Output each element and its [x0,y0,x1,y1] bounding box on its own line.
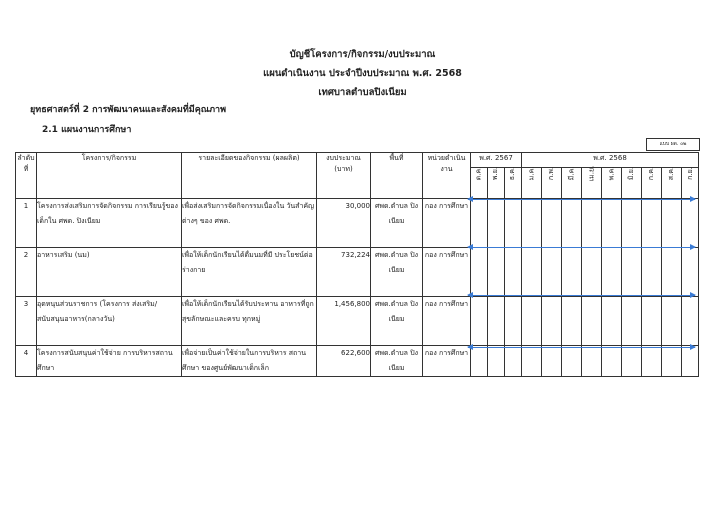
header-area: พื้นที่ [371,153,423,199]
month-header: พ.ย. [488,168,505,199]
row-area: ศพด.ตำบล ปิงเนียม [371,346,423,377]
month-header: ก.ค. [642,168,662,199]
row-no: 1 [16,199,37,248]
row-details: เพื่อให้เด็กนักเรียนได้รับประทาน อาหารที่ถูกสุขลักษณะและครบ ทุกหมู่ [182,297,317,346]
row-project: โครงการสนับสนุนค่าใช้จ่าย การบริหารสถานศึกษา [37,346,182,377]
header-budget: งบประมาณ (บาท) [317,153,371,199]
month-header: มี.ค. [562,168,582,199]
row-no: 3 [16,297,37,346]
row-details: เพื่อส่งเสริมการจัดกิจกรรมเนื่องใน วันสำคัญต่างๆ ของ ศพด. [182,199,317,248]
row-details: เพื่อให้เด็กนักเรียนได้ดื่มนมที่มี ประโยชน์ต่อร่างกาย [182,248,317,297]
row-project: อุดหนุนส่วนราชการ (โครงการ ส่งเสริม/สนับสนุนอาหาร(กลางวัน) [37,297,182,346]
table-row [16,199,699,248]
org-name: เทศบาลตำบลปิงเนียม [318,87,407,98]
form-code-box: แบบ ผด. ๐๒ [646,138,700,151]
month-header: ต.ค. [471,168,488,199]
header-year-2567: พ.ศ. 2567 [471,153,522,168]
timeline-arrow [468,199,695,200]
row-unit: กอง การศึกษา [423,346,471,377]
header-unit: หน่วยดำเนินงาน [423,153,471,199]
header-details: รายละเอียดของกิจกรรม (ผลผลิต) [182,153,317,199]
row-no: 4 [16,346,37,377]
timeline-arrow [468,247,695,248]
row-area: ศพด.ตำบล ปิงเนียม [371,248,423,297]
doc-subtitle: แผนดำเนินงาน ประจำปีงบประมาณ พ.ศ. 2568 [263,68,462,79]
month-header: ก.ย. [682,168,699,199]
table-row [16,346,699,377]
strategy-heading: ยุทธศาสตร์ที่ 2 การพัฒนาคนและสังคมที่มีคุณภาพ [30,105,227,115]
row-unit: กอง การศึกษา [423,199,471,248]
row-unit: กอง การศึกษา [423,297,471,346]
project-table [15,152,699,377]
row-details: เพื่อจ่ายเป็นค่าใช้จ่ายในการบริหาร สถานศึกษา ของศูนย์พัฒนาเด็กเล็ก [182,346,317,377]
month-header: ก.พ. [542,168,562,199]
row-budget: 1,456,800 [317,297,371,346]
row-no: 2 [16,248,37,297]
row-area: ศพด.ตำบล ปิงเนียม [371,297,423,346]
row-budget: 732,224 [317,248,371,297]
row-unit: กอง การศึกษา [423,248,471,297]
table-row [16,297,699,346]
row-area: ศพด.ตำบล ปิงเนียม [371,199,423,248]
header-no: ลำดับที่ [16,153,37,199]
doc-title: บัญชีโครงการ/กิจกรรม/งบประมาณ [289,49,436,60]
timeline-arrow [468,347,695,348]
row-project: อาหารเสริม (นม) [37,248,182,297]
month-header: ธ.ค. [505,168,522,199]
row-budget: 622,600 [317,346,371,377]
month-header: ส.ค. [662,168,682,199]
month-header: เม.ย. [582,168,602,199]
plan-heading: 2.1 แผนงานการศึกษา [42,125,132,135]
header-project: โครงการ/กิจกรรม [37,153,182,199]
row-project: โครงการส่งเสริมการจัดกิจกรรม การเรียนรู้ของเด็กใน ศพด. ปิงเนียม [37,199,182,248]
month-header: มิ.ย. [622,168,642,199]
month-header: ม.ค. [522,168,542,199]
table-row [16,248,699,297]
month-header: พ.ค. [602,168,622,199]
header-year-2568: พ.ศ. 2568 [522,153,699,168]
row-budget: 30,000 [317,199,371,248]
timeline-arrow [468,295,695,296]
